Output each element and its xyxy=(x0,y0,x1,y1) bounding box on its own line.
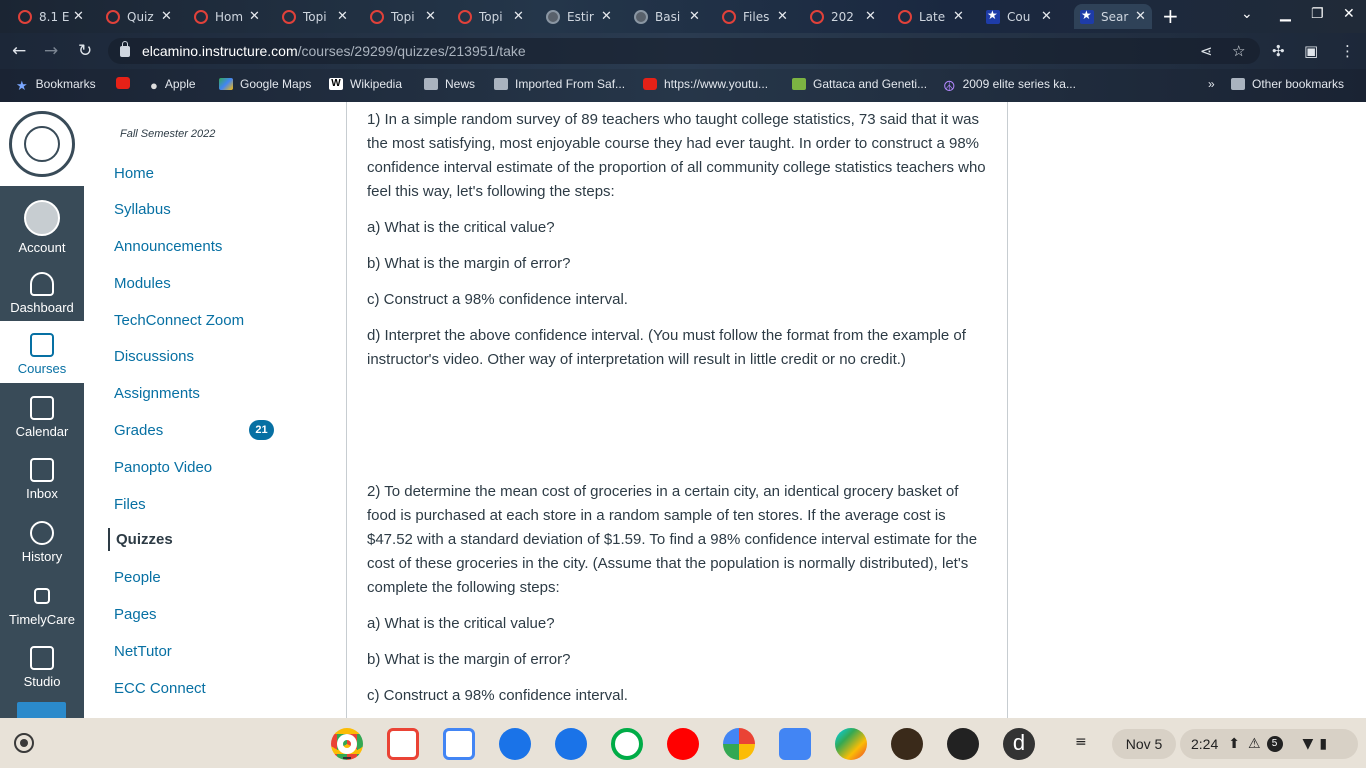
browser-tab[interactable]: Topi ✕ xyxy=(458,4,524,29)
question-1-text: 1) In a simple random survey of 89 teachers who taught college statistics, 73 said that it was the most satisfying, most enjoyable course they had ever taught. In order to construct a 98% confidence interval estimate of the proportion of all community college statistics teachers who feel this way, let's following the steps: xyxy=(367,111,986,200)
college-logo[interactable] xyxy=(0,102,84,186)
question-2-part-a: a) What is the critical value? xyxy=(367,615,555,632)
browser-tab[interactable]: Basi ✕ xyxy=(634,4,700,29)
close-tab-icon[interactable]: ✕ xyxy=(73,9,84,24)
course-nav-people[interactable]: People xyxy=(114,569,161,586)
canvas-icon xyxy=(722,10,736,24)
question-1-part-c: c) Construct a 98% confidence interval. xyxy=(367,291,628,308)
notification-count: 5 xyxy=(1267,736,1283,752)
lock-icon xyxy=(120,46,130,57)
close-tab-icon[interactable]: ✕ xyxy=(689,9,700,24)
bookmark-item[interactable] xyxy=(116,77,137,89)
course-nav-assignments[interactable]: Assignments xyxy=(114,385,200,402)
address-bar[interactable] xyxy=(108,38,1260,64)
bookmark-item[interactable]: Google Maps xyxy=(219,77,311,91)
course-nav-quizzes[interactable]: Quizzes xyxy=(108,528,173,551)
extensions-icon[interactable]: ✣ xyxy=(1272,42,1285,60)
app-icon[interactable] xyxy=(891,728,923,760)
playlist-icon[interactable]: ≡ xyxy=(1075,734,1087,750)
browser-tab[interactable]: Topi ✕ xyxy=(282,4,348,29)
browser-toolbar xyxy=(0,33,1366,69)
inbox-icon xyxy=(30,458,54,482)
course-nav-grades[interactable]: Grades xyxy=(114,422,164,439)
global-nav-timelycare[interactable]: TimelyCare xyxy=(0,572,84,634)
course-navigation xyxy=(84,102,346,718)
folder-icon xyxy=(494,78,508,90)
canvas-icon xyxy=(810,10,824,24)
course-nav-files[interactable]: Files xyxy=(114,496,146,513)
close-tab-icon[interactable]: ✕ xyxy=(601,9,612,24)
url-text: elcamino.instructure.com/courses/29299/quizzes/213951/take xyxy=(142,43,526,59)
folder-icon xyxy=(424,78,438,90)
youtube-icon xyxy=(643,78,657,90)
bookmark-item[interactable]: ★ Bookmarks xyxy=(16,77,96,93)
running-indicator xyxy=(343,757,351,759)
folder-icon xyxy=(1231,78,1245,90)
bookmark-item[interactable]: Imported From Saf... xyxy=(494,77,625,91)
star-icon xyxy=(1080,10,1094,24)
bookmark-star-icon[interactable]: ☆ xyxy=(1232,42,1246,60)
grades-count-badge: 21 xyxy=(249,420,274,440)
play-store-icon[interactable] xyxy=(835,728,867,760)
bookmark-item[interactable]: https://www.youtu... xyxy=(643,77,768,91)
course-nav-nettutor[interactable]: NetTutor xyxy=(114,643,172,660)
canvas-icon xyxy=(18,10,32,24)
calendar-icon xyxy=(30,396,54,420)
close-tab-icon[interactable]: ✕ xyxy=(161,9,172,24)
youtube-icon xyxy=(116,77,130,89)
minimize-button[interactable]: ▁ xyxy=(1280,6,1291,22)
question-2-part-b: b) What is the margin of error? xyxy=(367,651,571,668)
course-nav-ecc-connect[interactable]: ECC Connect xyxy=(114,680,206,697)
browser-tab[interactable]: Late ✕ xyxy=(898,4,964,29)
browser-tab-active[interactable]: ★ Sear ✕ xyxy=(1074,4,1152,29)
global-nav-studio[interactable]: Studio xyxy=(0,634,84,696)
status-area[interactable]: 2:24 ⬆ ⚠ 5 ▼ ▮ xyxy=(1180,729,1358,759)
question-2-text: 2) To determine the mean cost of groceries in a certain city, an identical grocery basket of food is purchased at each store in a random sample of ten stores. If the average cost is $47.52 with a standard deviation of $1.59. To find a 98% confidence interval estimate for the cost of these groceries in the city. (Assume that the population is normally distributed), let's complete the following steps: xyxy=(367,483,978,596)
os-shelf xyxy=(0,718,1366,768)
youtube-icon[interactable] xyxy=(667,728,699,760)
avatar xyxy=(24,200,60,236)
bookmark-item[interactable]: W Wikipedia xyxy=(329,77,402,91)
bookmark-item[interactable]: ☮ 2009 elite series ka... xyxy=(943,77,1076,94)
browser-tab[interactable]: Topi ✕ xyxy=(370,4,436,29)
upload-icon: ⬆ xyxy=(1228,736,1240,752)
global-nav-inbox[interactable]: Inbox xyxy=(0,446,84,508)
course-nav-panopto-video[interactable]: Panopto Video xyxy=(114,459,213,476)
browser-tab[interactable]: Files ✕ xyxy=(722,4,788,29)
maps-icon xyxy=(219,78,233,90)
question-1-part-b: b) What is the margin of error? xyxy=(367,255,571,272)
college-seal-icon xyxy=(9,111,75,177)
date-pill[interactable]: Nov 5 xyxy=(1112,729,1176,759)
battery-icon: ▮ xyxy=(1319,736,1328,752)
reload-icon[interactable]: ↻ xyxy=(78,41,93,61)
shield-icon xyxy=(792,78,806,90)
bookmarks-bar xyxy=(0,69,1366,102)
warning-icon: ⚠ xyxy=(1247,736,1261,752)
history-icon xyxy=(30,521,54,545)
docs-icon[interactable] xyxy=(779,728,811,760)
menu-icon[interactable]: ⋮ xyxy=(1340,42,1355,60)
browser-tab[interactable]: 202 ✕ xyxy=(810,4,876,29)
star-icon: ★ xyxy=(16,78,28,93)
course-nav-modules[interactable]: Modules xyxy=(114,275,171,292)
courses-icon xyxy=(30,333,54,357)
question-1-part-d: d) Interpret the above confidence interval. (You must follow the format from the example of instructor's video. Other way of interpretation will result in little credit or no credit.) xyxy=(367,327,966,368)
canvas-icon xyxy=(106,10,120,24)
canvas-icon xyxy=(282,10,296,24)
close-tab-icon[interactable]: ✕ xyxy=(513,9,524,24)
canvas-icon xyxy=(194,10,208,24)
close-window-button[interactable]: ✕ xyxy=(1343,6,1355,22)
help-icon[interactable] xyxy=(17,702,66,718)
course-nav-discussions[interactable]: Discussions xyxy=(114,348,195,365)
bookmark-item[interactable]: Gattaca and Geneti... xyxy=(792,77,927,91)
back-icon[interactable]: ← xyxy=(12,41,27,61)
chrome-icon[interactable] xyxy=(331,728,363,760)
photos-icon[interactable] xyxy=(723,728,755,760)
maximize-button[interactable]: ❐ xyxy=(1311,6,1324,22)
quiz-content xyxy=(346,102,1008,718)
side-panel-icon[interactable]: ▣ xyxy=(1304,42,1319,60)
bookmark-item[interactable]: News xyxy=(424,77,475,91)
gmail-icon[interactable] xyxy=(387,728,419,760)
apple-icon: ● xyxy=(150,78,158,93)
globe-icon xyxy=(546,10,560,24)
course-nav-pages[interactable]: Pages xyxy=(114,606,157,623)
global-nav-account[interactable]: Account xyxy=(0,192,84,254)
star-icon xyxy=(986,10,1000,24)
question-2-part-c: c) Construct a 98% confidence interval. xyxy=(367,687,628,704)
new-tab-button[interactable]: + xyxy=(1162,4,1179,28)
global-navigation xyxy=(0,102,84,718)
close-tab-icon[interactable]: ✕ xyxy=(953,9,964,24)
bookmark-item[interactable]: ● Apple xyxy=(150,77,196,93)
launcher-icon[interactable] xyxy=(14,733,34,753)
global-nav-history[interactable]: History xyxy=(0,509,84,571)
global-nav-courses[interactable]: Courses xyxy=(0,321,84,383)
browser-tab[interactable]: Quiz ✕ xyxy=(106,4,172,29)
share-icon[interactable]: ⋖ xyxy=(1200,42,1213,60)
course-nav-syllabus[interactable]: Syllabus xyxy=(114,201,171,218)
wifi-icon: ▼ xyxy=(1302,736,1314,752)
canvas-icon xyxy=(370,10,384,24)
close-tab-icon[interactable]: ✕ xyxy=(1135,9,1146,24)
course-nav-techconnect-zoom[interactable]: TechConnect Zoom xyxy=(114,312,245,329)
browser-tab[interactable]: Hom ✕ xyxy=(194,4,260,29)
global-nav-calendar[interactable]: Calendar xyxy=(0,384,84,446)
tab-search-icon[interactable]: ⌄ xyxy=(1241,6,1253,22)
close-tab-icon[interactable]: ✕ xyxy=(1041,9,1052,24)
forward-icon[interactable]: → xyxy=(44,41,59,61)
browser-tab-bar xyxy=(0,0,1366,33)
d-icon[interactable]: d xyxy=(1003,728,1035,760)
globe-icon xyxy=(634,10,648,24)
calendar-icon[interactable] xyxy=(443,728,475,760)
close-tab-icon[interactable]: ✕ xyxy=(865,9,876,24)
chat-bubble-icon xyxy=(34,588,50,604)
canvas-icon xyxy=(458,10,472,24)
studio-icon xyxy=(30,646,54,670)
question-1-part-a: a) What is the critical value? xyxy=(367,219,555,236)
wikipedia-icon: W xyxy=(329,78,343,90)
meet-icon[interactable] xyxy=(611,728,643,760)
dashboard-icon xyxy=(30,272,54,296)
close-tab-icon[interactable]: ✕ xyxy=(337,9,348,24)
global-nav-dashboard[interactable]: Dashboard xyxy=(0,260,84,322)
chat-icon[interactable] xyxy=(555,728,587,760)
close-tab-icon[interactable]: ✕ xyxy=(249,9,260,24)
files-icon[interactable] xyxy=(499,728,531,760)
piano-icon[interactable] xyxy=(947,728,979,760)
course-nav-home[interactable]: Home xyxy=(114,165,155,182)
course-nav-announcements[interactable]: Announcements xyxy=(114,238,223,255)
browser-tab[interactable]: 8.1 E ✕ xyxy=(18,4,84,29)
browser-tab[interactable]: Estir ✕ xyxy=(546,4,612,29)
close-tab-icon[interactable]: ✕ xyxy=(425,9,436,24)
bookmarks-overflow-button[interactable]: » xyxy=(1208,77,1215,91)
close-tab-icon[interactable]: ✕ xyxy=(777,9,788,24)
term-label: Fall Semester 2022 xyxy=(120,128,216,140)
peace-icon: ☮ xyxy=(943,78,956,94)
other-bookmarks[interactable]: Other bookmarks xyxy=(1231,77,1344,91)
browser-tab[interactable]: ★ Cou ✕ xyxy=(986,4,1052,29)
canvas-icon xyxy=(898,10,912,24)
